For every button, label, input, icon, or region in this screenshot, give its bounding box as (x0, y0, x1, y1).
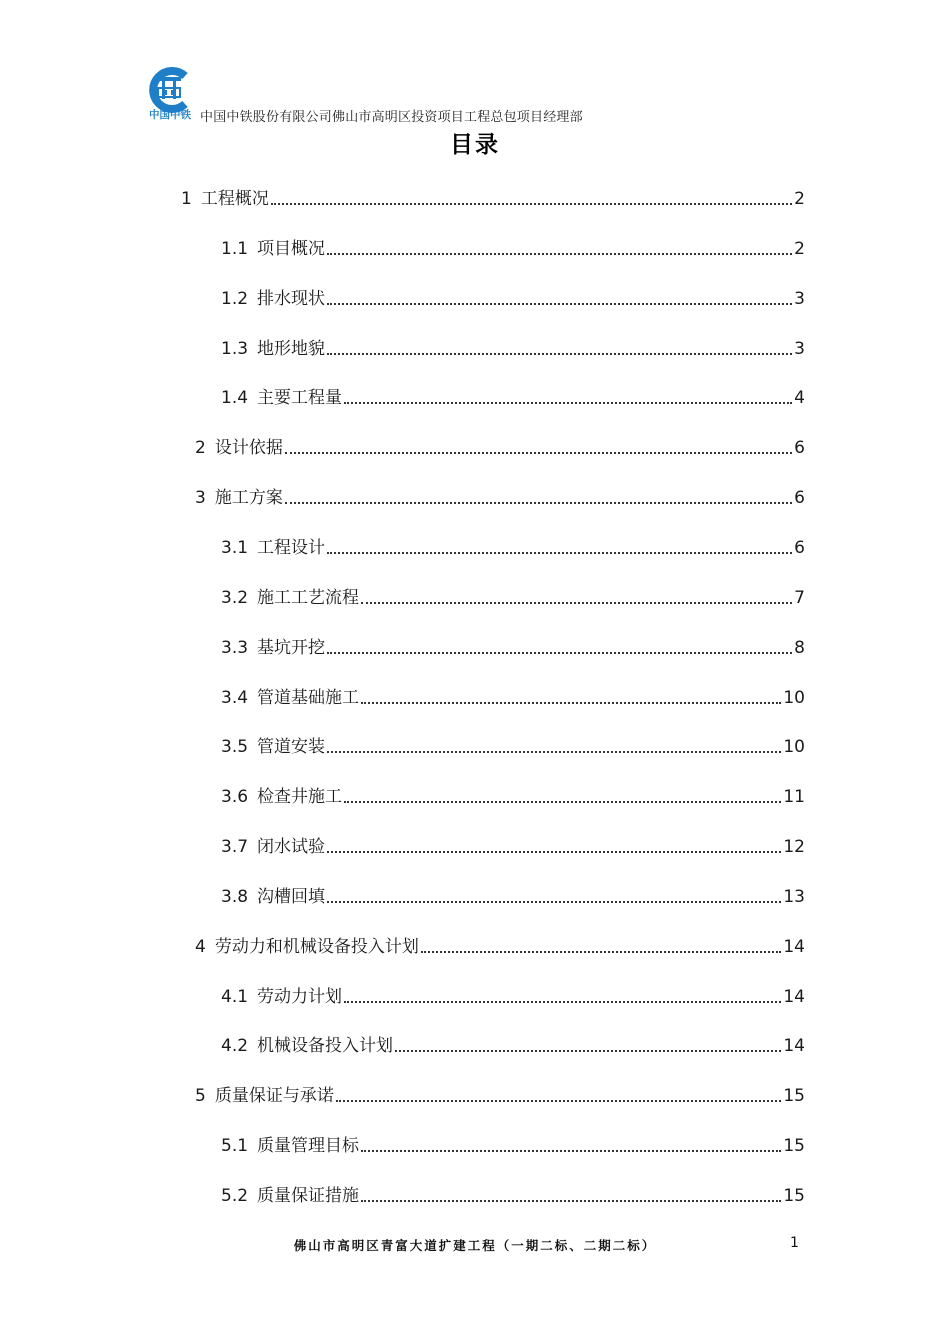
toc-entry-page: 10 (783, 737, 805, 758)
toc-dot-leader (361, 702, 781, 704)
toc-entry[interactable] (181, 182, 805, 210)
toc-dot-leader (336, 1100, 782, 1102)
toc-entry-page: 3 (794, 338, 805, 359)
toc-entry-title: 项目概况 (257, 238, 326, 259)
toc-entry[interactable] (221, 880, 805, 908)
toc-dot-leader (421, 951, 782, 953)
toc-entry[interactable] (221, 232, 805, 260)
toc-dot-leader (271, 203, 792, 205)
toc-entry-number: 3.3 (221, 637, 249, 658)
toc-entry-title: 施工工艺流程 (257, 587, 360, 608)
toc-dot-leader (395, 1050, 781, 1052)
toc-entry-page: 2 (794, 189, 805, 209)
toc-entry[interactable] (221, 1029, 805, 1057)
toc-entry-title: 质量保证与承诺 (214, 1086, 334, 1107)
toc-entry-page: 15 (783, 1136, 805, 1157)
toc-dot-leader (327, 652, 792, 654)
toc-entry-page: 3 (794, 288, 805, 309)
toc-entry-page: 14 (783, 1036, 805, 1057)
toc-entry[interactable] (221, 730, 805, 758)
toc-entry-number: 4 (195, 936, 206, 957)
toc-entry-number: 4.1 (221, 986, 249, 1007)
toc-dot-leader (327, 901, 781, 903)
toc-entry[interactable] (221, 282, 805, 310)
toc-entry-page: 11 (783, 787, 805, 808)
toc-entry-title: 主要工程量 (257, 388, 343, 409)
toc-entry-page: 14 (783, 986, 805, 1007)
toc-entry-page: 6 (794, 438, 805, 459)
toc-entry[interactable] (221, 531, 805, 559)
toc-entry-page: 13 (783, 886, 805, 907)
toc-entry[interactable] (221, 631, 805, 659)
toc-entry-title: 排水现状 (257, 288, 326, 309)
toc-entry-title: 机械设备投入计划 (257, 1036, 394, 1057)
toc-entry-title: 施工方案 (214, 488, 283, 509)
company-logo (145, 66, 195, 120)
toc-entry[interactable] (221, 332, 805, 360)
toc-entry-title: 管道安装 (257, 737, 326, 758)
toc-dot-leader (361, 1200, 781, 1202)
toc-entry-title: 设计依据 (214, 438, 283, 459)
toc-entry-page: 15 (783, 1186, 805, 1206)
toc-dot-leader (327, 303, 792, 305)
toc-entry-title: 劳动力计划 (257, 986, 343, 1007)
footer-page-number: 1 (790, 1235, 799, 1251)
toc-entry[interactable] (221, 581, 805, 609)
toc-entry-title: 质量保证措施 (257, 1186, 360, 1206)
toc-entry[interactable] (195, 431, 805, 459)
toc-dot-leader (361, 1150, 781, 1152)
toc-entry-title: 劳动力和机械设备投入计划 (214, 936, 419, 957)
toc-entry-number: 1.1 (221, 238, 249, 259)
toc-entry-title: 检查井施工 (257, 787, 343, 808)
toc-entry-number: 1.4 (221, 388, 249, 409)
toc-entry[interactable] (195, 930, 805, 958)
toc-entry-number: 1.3 (221, 338, 249, 359)
toc-entry[interactable] (195, 1079, 805, 1107)
toc-entry-number: 1 (181, 189, 192, 209)
toc-entry-number: 3.7 (221, 837, 249, 858)
toc-entry-number: 5.2 (221, 1186, 249, 1206)
toc-entry-title: 质量管理目标 (257, 1136, 360, 1157)
toc-entry-page: 4 (794, 388, 805, 409)
toc-entry-title: 沟槽回填 (257, 886, 326, 907)
toc-dot-leader (344, 402, 792, 404)
toc-entry[interactable] (195, 481, 805, 509)
toc-entry-number: 3.2 (221, 587, 249, 608)
toc-entry-title: 工程概况 (200, 189, 269, 209)
page-title: 目录 (450, 132, 500, 158)
toc-entry[interactable] (221, 1179, 805, 1207)
toc-entry-number: 5 (195, 1086, 206, 1107)
header-company-name: 中国中铁股份有限公司佛山市高明区投资项目工程总包项目经理部 (200, 110, 583, 125)
toc-entry-title: 管道基础施工 (257, 687, 360, 708)
toc-entry-number: 1.2 (221, 288, 249, 309)
toc-entry-title: 闭水试验 (257, 837, 326, 858)
toc-entry[interactable] (221, 980, 805, 1008)
toc-dot-leader (327, 253, 792, 255)
toc-entry-number: 3.6 (221, 787, 249, 808)
toc-entry-number: 3.1 (221, 537, 249, 558)
toc-entry-number: 4.2 (221, 1036, 249, 1057)
toc-entry-number: 3 (195, 488, 206, 509)
footer-project-name: 佛山市高明区青富大道扩建工程（一期二标、二期二标） (293, 1238, 657, 1253)
toc-entry-title: 工程设计 (257, 537, 326, 558)
toc-entry-number: 3.4 (221, 687, 249, 708)
toc-entry-number: 3.8 (221, 886, 249, 907)
toc-entry-page: 6 (794, 537, 805, 558)
toc-entry[interactable] (221, 830, 805, 858)
toc-dot-leader (285, 502, 792, 504)
toc-dot-leader (285, 452, 792, 454)
toc-entry[interactable] (221, 381, 805, 409)
toc-entry-title: 地形地貌 (257, 338, 326, 359)
toc-dot-leader (327, 353, 792, 355)
toc-dot-leader (327, 552, 792, 554)
logo-text: 中国中铁 (149, 109, 191, 120)
toc-dot-leader (327, 751, 781, 753)
toc-entry-number: 3.5 (221, 737, 249, 758)
toc-entry-page: 8 (794, 637, 805, 658)
toc-entry-page: 2 (794, 238, 805, 259)
toc-entry-page: 12 (783, 837, 805, 858)
toc-entry[interactable] (221, 1129, 805, 1157)
toc-entry-page: 14 (783, 936, 805, 957)
toc-dot-leader (344, 801, 781, 803)
toc-dot-leader (327, 851, 781, 853)
toc-entry-number: 5.1 (221, 1136, 249, 1157)
toc-entry-title: 基坑开挖 (257, 637, 326, 658)
toc-dot-leader (344, 1001, 781, 1003)
toc-entry[interactable] (221, 780, 805, 808)
toc-entry-page: 15 (783, 1086, 805, 1107)
toc-entry-page: 6 (794, 488, 805, 509)
toc-entry-number: 2 (195, 438, 206, 459)
toc-entry[interactable] (221, 681, 805, 709)
toc-dot-leader (361, 602, 792, 604)
toc-entry-page: 7 (794, 587, 805, 608)
toc-entry-page: 10 (783, 687, 805, 708)
